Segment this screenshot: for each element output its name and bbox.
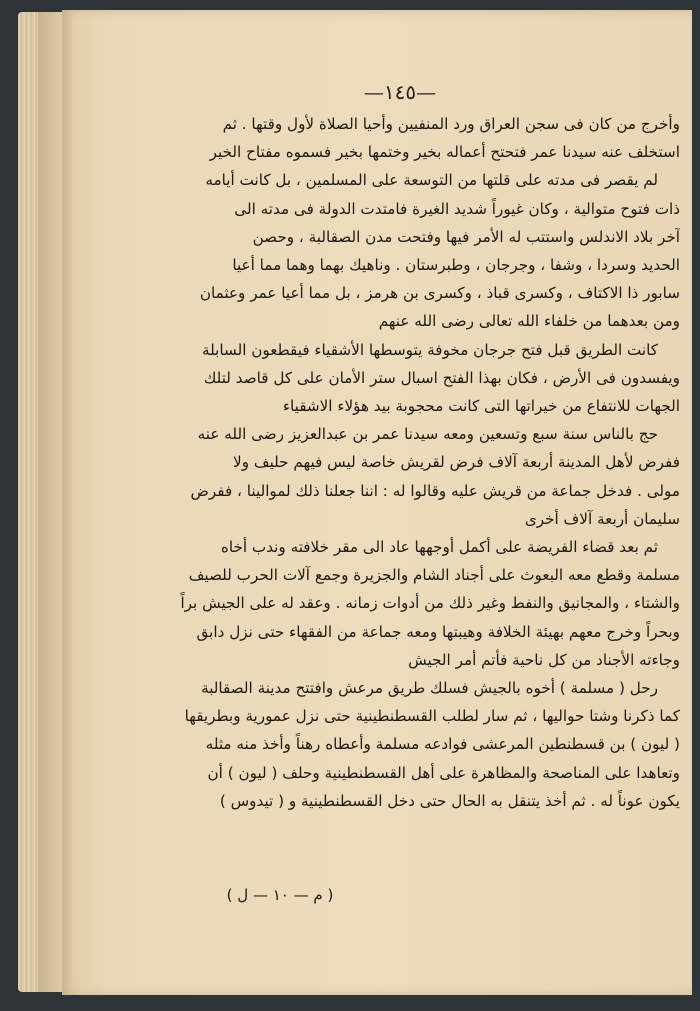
text-line: ويفسدون فى الأرض ، فكان بهذا الفتح اسبال ستر الأمان على كل قاصد لتلك bbox=[203, 368, 680, 387]
text-line: مسلمة وقطع معه البعوث على أجناد الشام والجزيرة وجمع آلات الحرب للصيف bbox=[188, 566, 680, 585]
text-line: ثم بعد قضاء الفريضة على أكمل أوجهها عاد الى مقر خلافته وندب أخاه bbox=[220, 538, 658, 557]
text-line: ومن بعدهما من خلفاء الله تعالى رضى الله عنهم bbox=[378, 312, 680, 331]
signature-mark: ( م — ١٠ — ل ) bbox=[226, 886, 334, 904]
text-line: والشتاء ، والمجانيق والنفط وغير ذلك من أدوات زمانه . وعقد له على الجيش براً bbox=[180, 594, 680, 613]
text-line: ( ليون ) بن قسطنطين المرعشى فوادعه مسلمة وأعطاه رهناً وأخذ منه مثله bbox=[205, 735, 680, 754]
text-line: حج بالناس سنة سبع وتسعين ومعه سيدنا عمر بن عبدالعزيز رضى الله عنه bbox=[197, 425, 658, 444]
text-line: آخر بلاد الاندلس واستتب له الأمر فيها وفتحت مدن الصقالبة ، وحصن bbox=[252, 227, 680, 246]
text-line: سليمان أربعة آلاف أخرى bbox=[524, 509, 680, 528]
text-line: كما ذكرنا وشتا حواليها ، ثم سار لطلب القسطنطينية حتى نزل عمورية وبطريقها bbox=[184, 707, 680, 726]
text-line: الجهات للانتفاع من خيراتها التى كانت محجوبة بيد هؤلاء الاشقياء bbox=[282, 397, 680, 416]
text-line: رحل ( مسلمة ) أخوه بالجيش فسلك طريق مرعش وافتتح مدينة الصقالبة bbox=[201, 679, 658, 698]
text-line: وجاءته الأجناد من كل ناحية فأتم أمر الجيش bbox=[408, 650, 680, 669]
text-line: كانت الطريق قبل فتح جرجان مخوفة يتوسطها الأشقياء فيقطعون السابلة bbox=[202, 340, 658, 359]
text-line: وبحراً وخرج معهم بهيئة الخلافة وهيبتها ومعه جماعة من الفقهاء حتى نزل دابق bbox=[196, 622, 680, 641]
text-line: مولى . فدخل جماعة من قريش عليه وقالوا له : اننا جعلنا ذلك لموالينا ، ففرض bbox=[190, 481, 680, 500]
text-line: ذات فتوح متوالية ، وكان غيوراً شديد الغيرة فامتدت الدولة فى مدته الى bbox=[234, 199, 680, 218]
text-line: لم يقصر فى مدته على قلتها من التوسعة على المسلمين ، بل كانت أيامه bbox=[205, 171, 658, 190]
text-line: الحديد وسردا ، وشفا ، وجرجان ، وطبرستان . وناهيك بهما وهما مما أعيا bbox=[232, 256, 680, 275]
text-line: سابور ذا الاكتاف ، وكسرى قباذ ، وكسرى بن هرمز ، بل مما أعيا عمر وعثمان bbox=[199, 284, 680, 303]
text-line: وتعاهدا على المناصحة والمظاهرة على أهل القسطنطينية وحلف ( ليون ) أن bbox=[207, 763, 680, 782]
text-line: يكون عوناً له . ثم أخذ يتنقل به الحال حتى دخل القسطنطينية و ( تيدوس ) bbox=[219, 791, 680, 810]
text-line: وأخرج من كان فى سجن العراق ورد المنفيين وأحيا الصلاة لأول وقتها . ثم bbox=[222, 115, 680, 133]
text-line: ففرض لأهل المدينة أربعة آلاف فرض لقريش خاصة ليس فيهم حليف ولا bbox=[233, 453, 680, 472]
text-line: استخلف عنه سيدنا عمر فتحتح أعماله بخير وختمها بخير فسموه مفتاح الخير bbox=[209, 143, 680, 162]
page-text bbox=[170, 110, 680, 815]
page-number: —١٤٥— bbox=[363, 80, 437, 104]
